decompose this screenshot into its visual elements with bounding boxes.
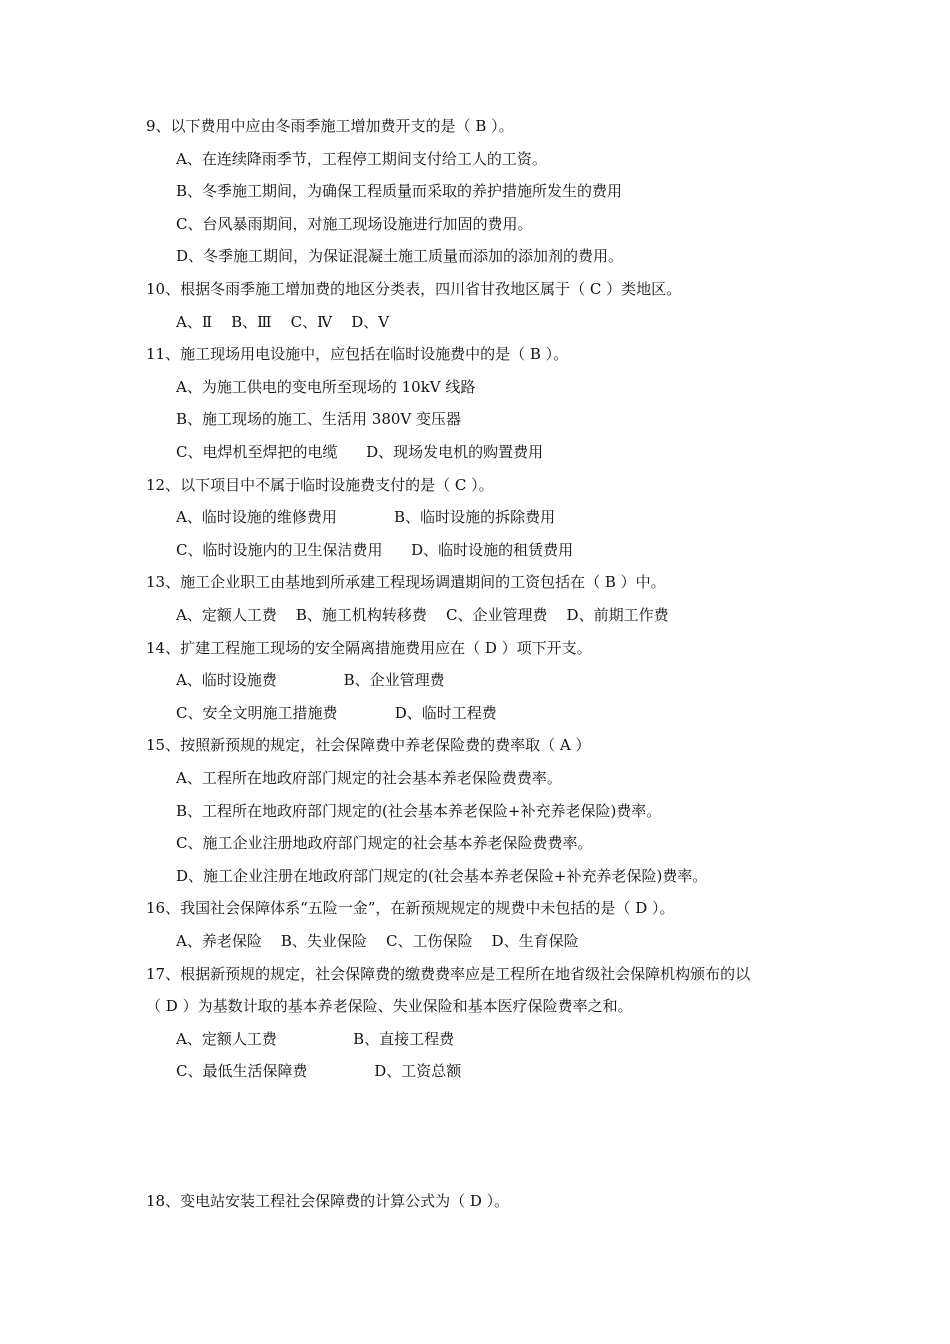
question-12-stem: 12、以下项目中不属于临时设施费支付的是（ C ）。: [146, 476, 494, 494]
question-14-stem: 14、扩建工程施工现场的安全隔离措施费用应在（ D ）项下开支。: [146, 639, 592, 657]
question-12-option-ab: A、临时设施的维修费用 B、临时设施的拆除费用: [176, 508, 556, 526]
question-9-stem: 9、以下费用中应由冬雨季施工增加费开支的是（ B ）。: [146, 117, 514, 135]
question-17-option-cd: C、最低生活保障费 D、工资总额: [176, 1062, 462, 1080]
question-15-option-d: D、施工企业注册在地政府部门规定的(社会基本养老保险+补充养老保险)费率。: [176, 867, 708, 885]
question-11-option-a: A、为施工供电的变电所至现场的 10kV 线路: [176, 378, 476, 396]
question-18-stem: 18、变电站安装工程社会保障费的计算公式为（ D ）。: [146, 1192, 510, 1210]
question-9-option-a: A、在连续降雨季节，工程停工期间支付给工人的工资。: [176, 150, 547, 168]
question-15-option-c: C、施工企业注册地政府部门规定的社会基本养老保险费费率。: [176, 834, 593, 852]
question-15-option-b: B、工程所在地政府部门规定的(社会基本养老保险+补充养老保险)费率。: [176, 802, 662, 820]
question-15-stem: 15、按照新预规的规定，社会保障费中养老保险费的费率取（ A ）: [146, 736, 591, 754]
question-11-option-cd: C、电焊机至焊把的电缆 D、现场发电机的购置费用: [176, 443, 544, 461]
question-17-stem-continued: （ D ）为基数计取的基本养老保险、失业保险和基本医疗保险费率之和。: [146, 997, 633, 1015]
question-17-stem: 17、根据新预规的规定，社会保障费的缴费费率应是工程所在地省级社会保障机构颁布的以: [146, 965, 751, 983]
question-9-option-d: D、冬季施工期间，为保证混凝土施工质量而添加的添加剂的费用。: [176, 247, 624, 265]
question-14-option-cd: C、安全文明施工措施费 D、临时工程费: [176, 704, 497, 722]
question-17-option-ab: A、定额人工费 B、直接工程费: [176, 1030, 455, 1048]
question-13-stem: 13、施工企业职工由基地到所承建工程现场调遣期间的工资包括在（ B ）中。: [146, 573, 666, 591]
question-14-option-ab: A、临时设施费 B、企业管理费: [176, 671, 445, 689]
question-10-stem: 10、根据冬雨季施工增加费的地区分类表，四川省甘孜地区属于（ C ）类地区。: [146, 280, 682, 298]
question-9-option-c: C、台风暴雨期间，对施工现场设施进行加固的费用。: [176, 215, 533, 233]
question-16-options: A、养老保险 B、失业保险 C、工伤保险 D、生育保险: [176, 932, 579, 950]
question-11-stem: 11、施工现场用电设施中，应包括在临时设施费中的是（ B ）。: [146, 345, 569, 363]
question-12-option-cd: C、临时设施内的卫生保洁费用 D、临时设施的租赁费用: [176, 541, 574, 559]
question-15-option-a: A、工程所在地政府部门规定的社会基本养老保险费费率。: [176, 769, 562, 787]
question-13-options: A、定额人工费 B、施工机构转移费 C、企业管理费 D、前期工作费: [176, 606, 669, 624]
question-9-option-b: B、冬季施工期间，为确保工程质量而采取的养护措施所发生的费用: [176, 182, 623, 200]
question-11-option-b: B、施工现场的施工、生活用 380V 变压器: [176, 410, 462, 428]
question-16-stem: 16、我国社会保障体系“五险一金”，在新预规规定的规费中未包括的是（ D ）。: [146, 899, 675, 917]
question-10-options: A、Ⅱ B、Ⅲ C、Ⅳ D、Ⅴ: [176, 313, 390, 331]
